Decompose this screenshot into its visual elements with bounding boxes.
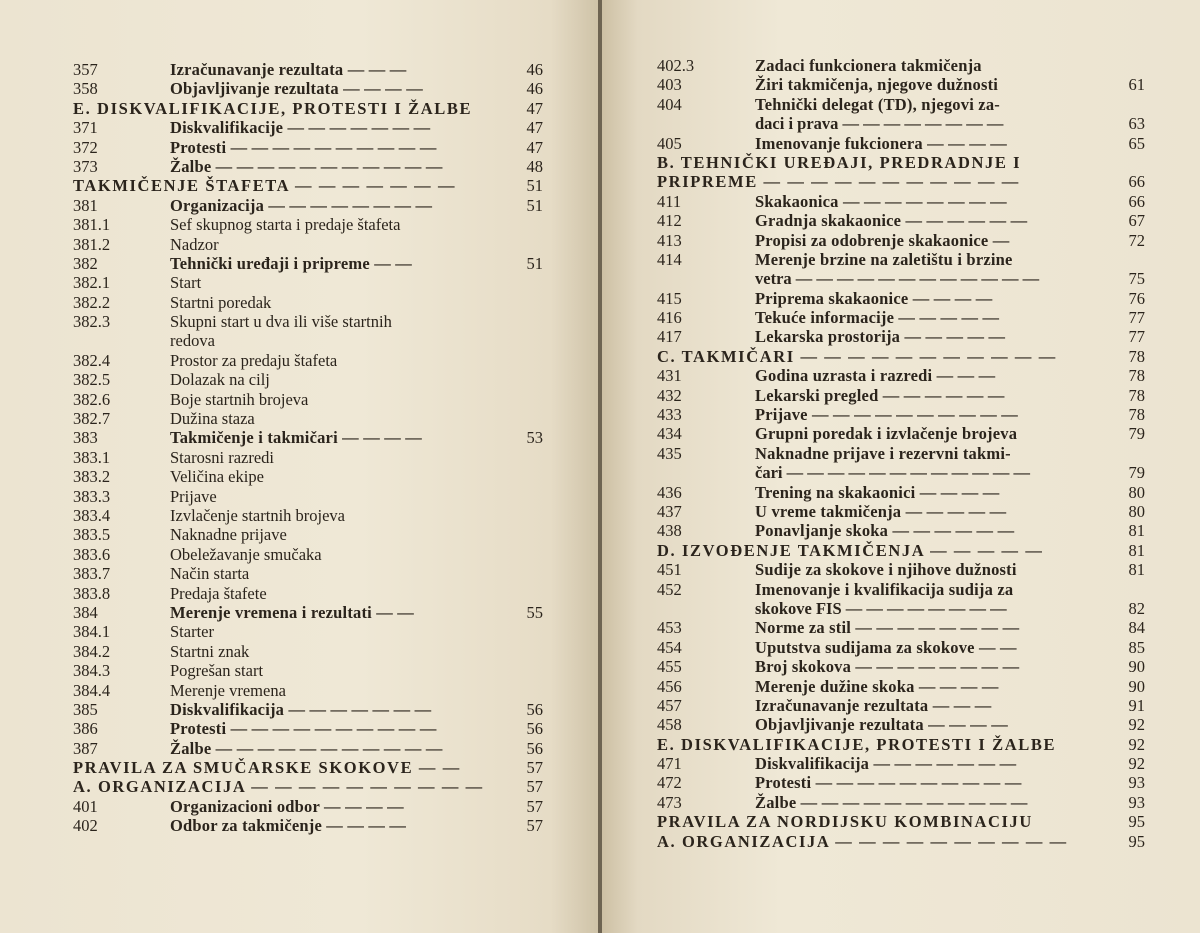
entry-title: PRIPREME — — — — — — — — — — —: [657, 172, 1020, 192]
toc-entry: [657, 114, 1145, 133]
toc-entry: [657, 95, 1145, 114]
entry-page-number: 66: [1128, 191, 1145, 211]
toc-entry: [73, 312, 543, 331]
entry-page-number: 57: [526, 796, 543, 816]
left-page: [0, 0, 598, 933]
toc-entry: [73, 506, 543, 525]
entry-number: 405: [657, 133, 682, 153]
entry-page-number: 61: [1128, 75, 1145, 95]
right-toc-list: [657, 56, 1145, 851]
toc-entry: [657, 560, 1145, 579]
entry-title: Broj skokova — — — — — — — —: [755, 657, 1020, 677]
toc-entry: [73, 545, 543, 564]
entry-number: 416: [657, 308, 682, 328]
entry-title: Skakaonica — — — — — — — —: [755, 191, 1007, 211]
entry-title: Ponavljanje skoka — — — — — —: [755, 521, 1015, 541]
entry-title: Izračunavanje rezultata — — —: [755, 695, 992, 715]
entry-number: 434: [657, 424, 682, 444]
entry-page-number: 93: [1128, 792, 1145, 812]
entry-title: Žalbe — — — — — — — — — — —: [755, 792, 1028, 812]
entry-page-number: 56: [526, 719, 543, 739]
entry-page-number: 78: [1128, 405, 1145, 425]
entry-title: Objavljivanje rezultata — — — —: [755, 715, 1008, 735]
entry-title: Lekarska prostorija — — — — —: [755, 327, 1006, 347]
entry-number: 435: [657, 443, 682, 463]
toc-entry: [73, 196, 543, 215]
entry-title: Diskvalifikacija — — — — — — —: [170, 699, 432, 719]
entry-number: 382: [73, 253, 98, 273]
entry-number: 383.7: [73, 564, 111, 584]
entry-number: 383.1: [73, 447, 111, 467]
entry-number: 382.6: [73, 389, 111, 409]
toc-entry: [73, 118, 543, 137]
entry-title: vetra — — — — — — — — — — — —: [755, 269, 1040, 289]
toc-section-heading: [73, 758, 543, 777]
toc-entry: [657, 308, 1145, 327]
toc-entry: [73, 293, 543, 312]
entry-number: 382.1: [73, 273, 111, 293]
entry-number: 414: [657, 249, 682, 269]
toc-entry: [73, 215, 543, 234]
entry-number: 402: [73, 816, 98, 836]
entry-page-number: 92: [1128, 734, 1145, 754]
entry-number: 403: [657, 75, 682, 95]
toc-entry: [657, 483, 1145, 502]
toc-entry: [73, 622, 543, 641]
toc-section-heading: [73, 777, 543, 796]
entry-page-number: 76: [1128, 288, 1145, 308]
toc-entry: [657, 793, 1145, 812]
toc-entry: [657, 638, 1145, 657]
entry-page-number: 56: [526, 699, 543, 719]
entry-title: Skupni start u dva ili više startnih: [170, 312, 392, 332]
entry-number: 384: [73, 602, 98, 622]
entry-page-number: 66: [1128, 172, 1145, 192]
toc-entry: [73, 351, 543, 370]
entry-number: 381: [73, 195, 98, 215]
entry-title: Protesti — — — — — — — — — —: [170, 719, 437, 739]
toc-entry: [73, 525, 543, 544]
entry-number: 384.3: [73, 661, 111, 681]
entry-number: 453: [657, 618, 682, 638]
entry-title: Gradnja skakaonice — — — — — —: [755, 211, 1028, 231]
toc-entry: [73, 661, 543, 680]
toc-entry: [657, 444, 1145, 463]
entry-number: 386: [73, 719, 98, 739]
entry-page-number: 75: [1128, 269, 1145, 289]
entry-title: Veličina ekipe: [170, 467, 264, 487]
entry-page-number: 79: [1128, 424, 1145, 444]
entry-title: Organizacioni odbor — — — —: [170, 796, 404, 816]
entry-page-number: 91: [1128, 695, 1145, 715]
right-page: [602, 0, 1200, 933]
entry-number: 384.1: [73, 622, 111, 642]
entry-title: Nadzor: [170, 234, 219, 254]
entry-title: Pogrešan start: [170, 661, 264, 681]
entry-page-number: 85: [1128, 637, 1145, 657]
toc-section-heading: [657, 812, 1145, 831]
entry-title: Starter: [170, 622, 214, 642]
toc-entry: [73, 235, 543, 254]
entry-title: TAKMIČENJE ŠTAFETA — — — — — — —: [73, 176, 457, 196]
entry-number: 432: [657, 385, 682, 405]
entry-page-number: 47: [526, 118, 543, 138]
entry-title: Prijave — — — — — — — — — —: [755, 405, 1018, 425]
entry-number: 381.1: [73, 215, 111, 235]
entry-title: Diskvalifikacije — — — — — — —: [170, 118, 431, 138]
toc-entry: [73, 603, 543, 622]
entry-page-number: 81: [1128, 521, 1145, 541]
toc-entry: [73, 797, 543, 816]
toc-entry: [73, 467, 543, 486]
entry-number: 471: [657, 754, 682, 774]
entry-title: Starosni razredi: [170, 447, 275, 467]
entry-number: 402.3: [657, 56, 695, 75]
entry-title: Obeležavanje smučaka: [170, 544, 322, 564]
entry-title: A. ORGANIZACIJA — — — — — — — — — —: [657, 831, 1068, 851]
entry-title: Prijave: [170, 486, 217, 506]
entry-title: PRAVILA ZA NORDIJSKU KOMBINACIJU: [657, 812, 1033, 832]
entry-page-number: 78: [1128, 366, 1145, 386]
toc-entry: [73, 331, 543, 350]
toc-entry: [73, 719, 543, 738]
toc-entry: [73, 138, 543, 157]
entry-number: 383.8: [73, 583, 111, 603]
entry-page-number: 53: [526, 428, 543, 448]
toc-entry: [73, 273, 543, 292]
entry-title: Dužina staza: [170, 409, 255, 429]
entry-title: čari — — — — — — — — — — — —: [755, 463, 1030, 483]
toc-entry: [73, 157, 543, 176]
entry-title: Propisi za odobrenje skakaonice —: [755, 230, 1010, 250]
entry-number: 381.2: [73, 234, 111, 254]
entry-title: Objavljivanje rezultata — — — —: [170, 79, 423, 99]
toc-section-heading: [657, 172, 1145, 191]
toc-entry: [73, 816, 543, 835]
entry-number: 431: [657, 366, 682, 386]
entry-page-number: 65: [1128, 133, 1145, 153]
entry-number: 473: [657, 792, 682, 812]
toc-entry: [657, 386, 1145, 405]
entry-number: 452: [657, 579, 682, 599]
entry-page-number: 80: [1128, 501, 1145, 521]
entry-title: Žalbe — — — — — — — — — — —: [170, 156, 443, 176]
entry-number: 384.4: [73, 680, 111, 700]
entry-number: 404: [657, 94, 682, 114]
entry-title: Godina uzrasta i razredi — — —: [755, 366, 996, 386]
toc-entry: [73, 79, 543, 98]
entry-number: 387: [73, 738, 98, 758]
entry-number: 383.6: [73, 544, 111, 564]
entry-page-number: 57: [526, 758, 543, 778]
entry-title: Izračunavanje rezultata — — —: [170, 60, 407, 79]
entry-title: B. TEHNIČKI UREĐAJI, PREDRADNJE I: [657, 152, 1022, 172]
entry-title: Tekuće informacije — — — — —: [755, 308, 1000, 328]
entry-page-number: 57: [526, 777, 543, 797]
entry-title: Organizacija — — — — — — — —: [170, 195, 433, 215]
entry-page-number: 57: [526, 816, 543, 836]
entry-title: Protesti — — — — — — — — — —: [755, 773, 1022, 793]
entry-page-number: 67: [1128, 211, 1145, 231]
toc-entry: [73, 642, 543, 661]
toc-section-heading: [657, 347, 1145, 366]
toc-entry: [657, 405, 1145, 424]
toc-entry: [73, 390, 543, 409]
entry-number: 372: [73, 137, 98, 157]
toc-entry: [657, 754, 1145, 773]
entry-title: Protesti — — — — — — — — — —: [170, 137, 437, 157]
toc-entry: [73, 700, 543, 719]
entry-page-number: 47: [526, 137, 543, 157]
entry-page-number: 95: [1128, 812, 1145, 832]
entry-page-number: 77: [1128, 308, 1145, 328]
toc-entry: [73, 739, 543, 758]
entry-title: Način starta: [170, 564, 250, 584]
entry-title: Takmičenje i takmičari — — — —: [170, 428, 422, 448]
entry-number: 382.3: [73, 312, 111, 332]
toc-entry: [657, 502, 1145, 521]
entry-title: Predaja štafete: [170, 583, 267, 603]
toc-entry: [73, 448, 543, 467]
entry-page-number: 84: [1128, 618, 1145, 638]
entry-number: 438: [657, 521, 682, 541]
entry-number: 472: [657, 773, 682, 793]
entry-page-number: 92: [1128, 715, 1145, 735]
entry-number: 437: [657, 501, 682, 521]
entry-number: 456: [657, 676, 682, 696]
entry-number: 457: [657, 695, 682, 715]
entry-title: skokove FIS — — — — — — — —: [755, 598, 1007, 618]
toc-entry: [657, 715, 1145, 734]
entry-title: Sudije za skokove i njihove dužnosti: [755, 560, 1017, 580]
entry-number: 413: [657, 230, 682, 250]
entry-number: 382.4: [73, 350, 111, 370]
entry-title: Uputstva sudijama za skokove — —: [755, 637, 1017, 657]
toc-entry: [657, 289, 1145, 308]
entry-number: 383.3: [73, 486, 111, 506]
toc-entry: [657, 327, 1145, 346]
entry-page-number: 93: [1128, 773, 1145, 793]
toc-entry: [657, 56, 1145, 75]
entry-page-number: 63: [1128, 114, 1145, 134]
toc-entry: [657, 250, 1145, 269]
entry-page-number: 51: [526, 195, 543, 215]
toc-section-heading: [73, 99, 543, 118]
entry-title: E. DISKVALIFIKACIJE, PROTESTI I ŽALBE: [657, 734, 1057, 754]
entry-title: Startni poredak: [170, 292, 272, 312]
entry-title: A. ORGANIZACIJA — — — — — — — — — —: [73, 777, 484, 797]
entry-page-number: 79: [1128, 463, 1145, 483]
entry-page-number: 72: [1128, 230, 1145, 250]
left-toc-list: [73, 60, 543, 836]
entry-title: Zadaci funkcionera takmičenja: [755, 56, 982, 75]
entry-title: Startni znak: [170, 641, 250, 661]
toc-section-heading: [657, 832, 1145, 851]
entry-number: 433: [657, 405, 682, 425]
toc-entry: [73, 409, 543, 428]
entry-title: Žiri takmičenja, njegove dužnosti: [755, 75, 999, 95]
entry-number: 383.2: [73, 467, 111, 487]
toc-entry: [73, 584, 543, 603]
entry-page-number: 80: [1128, 482, 1145, 502]
entry-number: 412: [657, 211, 682, 231]
entry-page-number: 81: [1128, 540, 1145, 560]
entry-title: Trening na skakaonici — — — —: [755, 482, 1000, 502]
entry-page-number: 90: [1128, 676, 1145, 696]
entry-number: 455: [657, 657, 682, 677]
entry-title: Sef skupnog starta i predaje štafeta: [170, 215, 401, 235]
toc-entry: [73, 428, 543, 447]
entry-title: D. IZVOĐENJE TAKMIČENJA — — — — —: [657, 540, 1044, 560]
entry-page-number: 47: [526, 98, 543, 118]
entry-number: 383.4: [73, 505, 111, 525]
entry-page-number: 46: [526, 79, 543, 99]
entry-title: Žalbe — — — — — — — — — — —: [170, 738, 443, 758]
entry-title: Boje startnih brojeva: [170, 389, 309, 409]
toc-entry: [657, 773, 1145, 792]
toc-entry: [657, 211, 1145, 230]
entry-page-number: 46: [526, 60, 543, 79]
entry-title: Merenje dužine skoka — — — —: [755, 676, 999, 696]
toc-entry: [657, 463, 1145, 482]
toc-entry: [657, 657, 1145, 676]
entry-number: 415: [657, 288, 682, 308]
entry-title: PRAVILA ZA SMUČARSKE SKOKOVE — —: [73, 758, 461, 778]
entry-title: Priprema skakaonice — — — —: [755, 288, 993, 308]
entry-title: Naknadne prijave: [170, 525, 287, 545]
entry-number: 384.2: [73, 641, 111, 661]
entry-page-number: 90: [1128, 657, 1145, 677]
entry-number: 458: [657, 715, 682, 735]
toc-entry: [657, 75, 1145, 94]
entry-title: Odbor za takmičenje — — — —: [170, 816, 407, 836]
entry-page-number: 55: [526, 602, 543, 622]
entry-title: Tehnički uređaji i pripreme — —: [170, 253, 412, 273]
entry-number: 382.2: [73, 292, 111, 312]
toc-entry: [73, 681, 543, 700]
entry-title: daci i prava — — — — — — — —: [755, 114, 1004, 134]
toc-section-heading: [657, 541, 1145, 560]
entry-number: 417: [657, 327, 682, 347]
entry-page-number: 56: [526, 738, 543, 758]
entry-title: Merenje brzine na zaletištu i brzine: [755, 249, 1013, 269]
entry-page-number: 81: [1128, 560, 1145, 580]
entry-page-number: 95: [1128, 831, 1145, 851]
entry-number: 401: [73, 796, 98, 816]
entry-title: Grupni poredak i izvlačenje brojeva: [755, 424, 1018, 444]
entry-title: U vreme takmičenja — — — — —: [755, 501, 1007, 521]
entry-page-number: 78: [1128, 385, 1145, 405]
entry-number: 383.5: [73, 525, 111, 545]
entry-title: E. DISKVALIFIKACIJE, PROTESTI I ŽALBE: [73, 98, 473, 118]
entry-number: 436: [657, 482, 682, 502]
toc-entry: [657, 424, 1145, 443]
toc-entry: [657, 618, 1145, 637]
toc-entry: [73, 254, 543, 273]
entry-title: Merenje vremena i rezultati — —: [170, 602, 414, 622]
entry-title: Lekarski pregled — — — — — —: [755, 385, 1005, 405]
entry-title: Merenje vremena: [170, 680, 286, 700]
toc-entry: [657, 269, 1145, 288]
entry-number: 357: [73, 60, 98, 79]
toc-entry: [657, 231, 1145, 250]
entry-title: Izvlačenje startnih brojeva: [170, 505, 345, 525]
toc-entry: [657, 599, 1145, 618]
toc-entry: [657, 366, 1145, 385]
toc-entry: [657, 134, 1145, 153]
entry-page-number: 78: [1128, 346, 1145, 366]
entry-title: Tehnički delegat (TD), njegovi za-: [755, 94, 1000, 114]
entry-title: Imenovanje fukcionera — — — —: [755, 133, 1007, 153]
toc-entry: [657, 696, 1145, 715]
toc-entry: [73, 370, 543, 389]
entry-page-number: 92: [1128, 754, 1145, 774]
entry-page-number: 51: [526, 253, 543, 273]
entry-title: Diskvalifikacija — — — — — — —: [755, 754, 1017, 774]
toc-entry: [73, 487, 543, 506]
entry-number: 385: [73, 699, 98, 719]
toc-entry: [657, 580, 1145, 599]
entry-number: 411: [657, 191, 682, 211]
entry-title: Naknadne prijave i rezervni takmi-: [755, 443, 1011, 463]
entry-number: 382.5: [73, 370, 111, 390]
entry-page-number: 51: [526, 176, 543, 196]
toc-entry: [73, 60, 543, 79]
entry-number: 373: [73, 156, 98, 176]
toc-section-heading: [73, 176, 543, 195]
entry-number: 382.7: [73, 409, 111, 429]
toc-section-heading: [657, 735, 1145, 754]
entry-number: 451: [657, 560, 682, 580]
entry-title: Prostor za predaju štafeta: [170, 350, 338, 370]
toc-entry: [657, 192, 1145, 211]
entry-title: redova: [170, 331, 215, 351]
toc-entry: [657, 677, 1145, 696]
entry-number: 371: [73, 118, 98, 138]
entry-page-number: 48: [526, 156, 543, 176]
entry-number: 383: [73, 428, 98, 448]
entry-number: 454: [657, 637, 682, 657]
entry-title: Start: [170, 273, 202, 293]
toc-section-heading: [657, 153, 1145, 172]
toc-entry: [73, 564, 543, 583]
entry-page-number: 82: [1128, 598, 1145, 618]
entry-page-number: 77: [1128, 327, 1145, 347]
entry-number: 358: [73, 79, 98, 99]
entry-title: Norme za stil — — — — — — — —: [755, 618, 1020, 638]
entry-title: Dolazak na cilj: [170, 370, 270, 390]
entry-title: C. TAKMIČARI — — — — — — — — — — —: [657, 346, 1057, 366]
toc-entry: [657, 521, 1145, 540]
entry-title: Imenovanje i kvalifikacija sudija za: [755, 579, 1014, 599]
